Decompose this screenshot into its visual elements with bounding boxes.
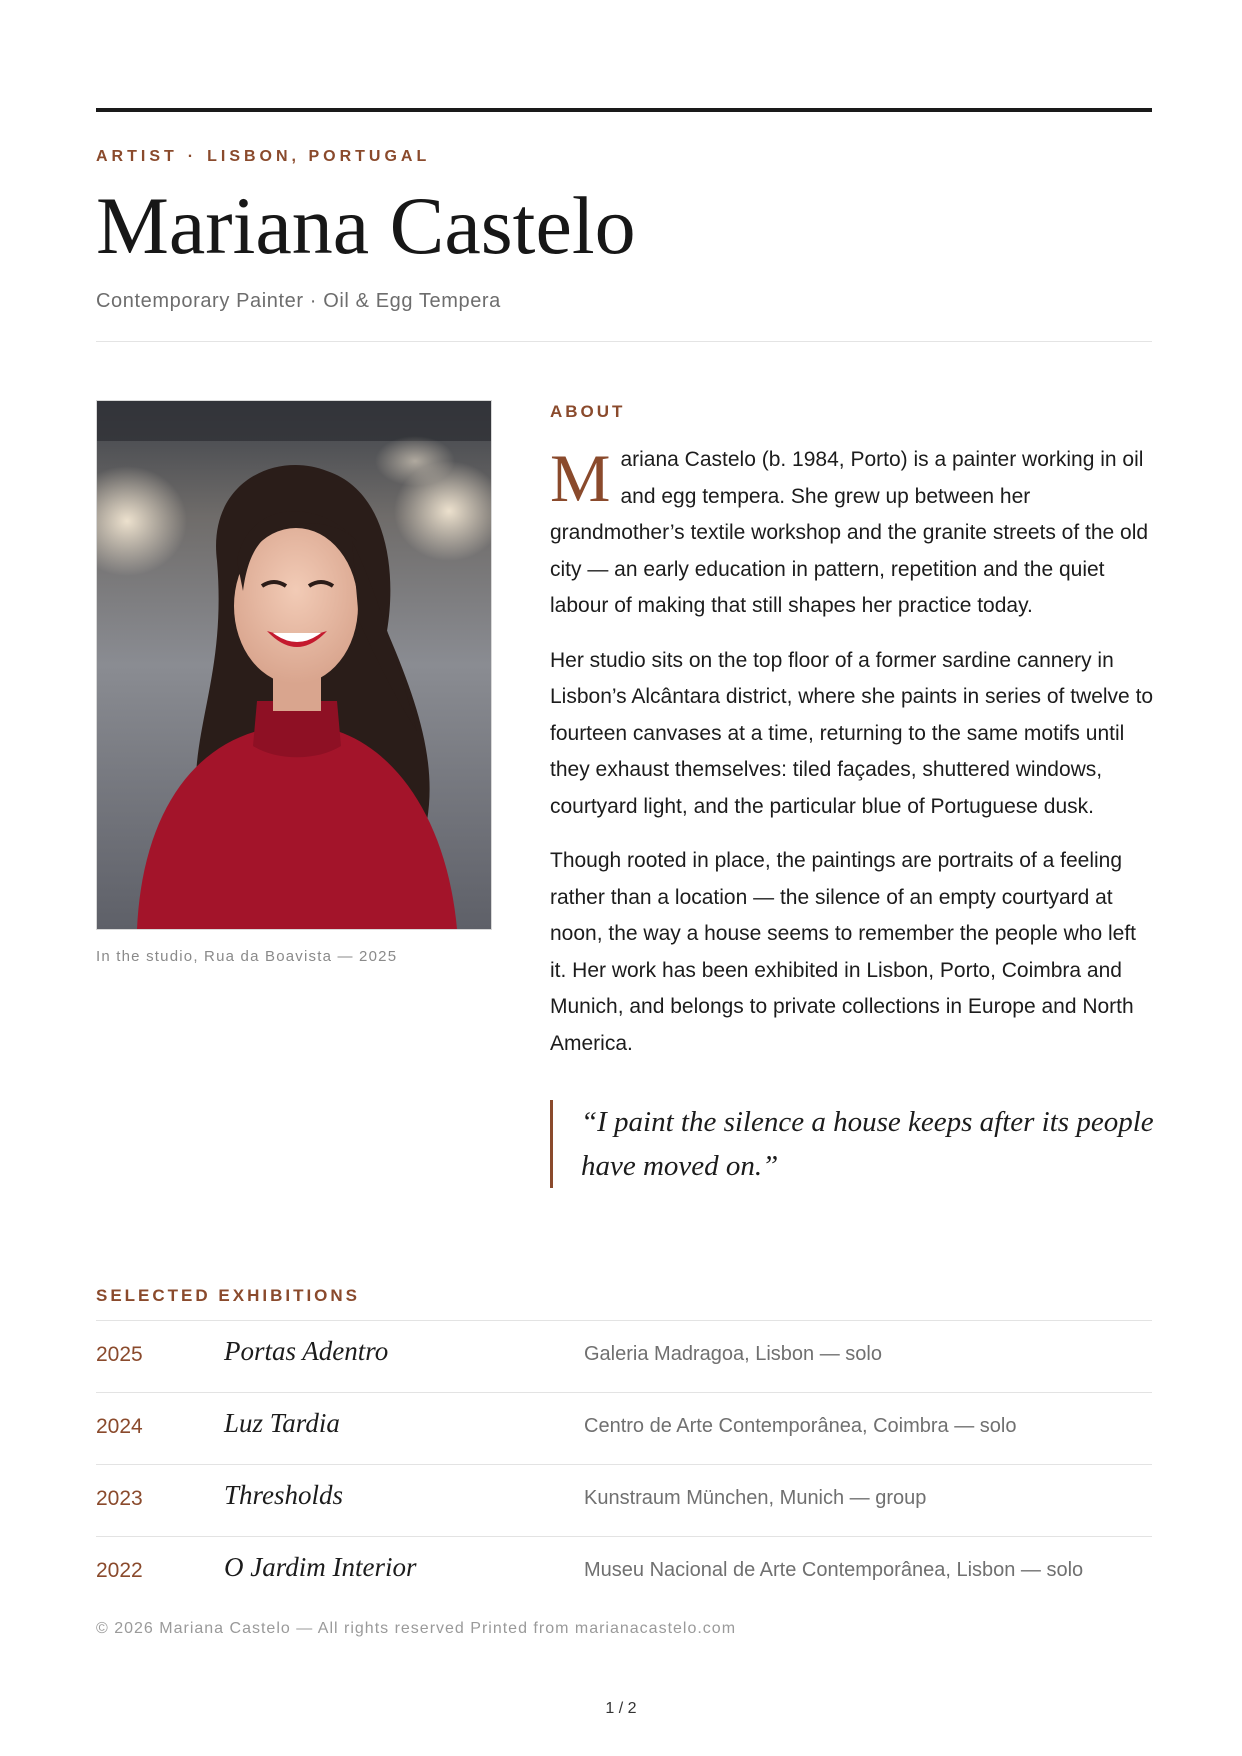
exhibition-year: 2024	[96, 1415, 143, 1438]
exhibitions-section	[96, 1286, 1152, 1608]
page-content	[96, 108, 1152, 1242]
about-heading: ABOUT	[550, 402, 626, 421]
page-number: 1 / 2	[605, 1700, 637, 1717]
exhibition-year: 2023	[96, 1487, 143, 1510]
artist-name: Mariana Castelo	[96, 180, 636, 271]
exhibition-title: O Jardim Interior	[224, 1552, 417, 1582]
header-divider	[96, 341, 1152, 342]
exhibition-title: Thresholds	[224, 1480, 344, 1510]
about-paragraph-3: Though rooted in place, the paintings are portraits of a feeling rather than a location — the silence of an empty courtyard at noon, the way a house seems to remember the people who left it. Her work has been exhibited in Lisbon, Porto, Coimbra and Munich, and belongs to private collections in Europe and North America.	[550, 849, 1137, 1055]
kicker-separator: ·	[187, 148, 198, 165]
table-row	[96, 1393, 1152, 1465]
exhibitions-table	[96, 1320, 1152, 1608]
drop-cap: M	[550, 440, 611, 516]
footer-text: © 2026 Mariana Castelo — All rights reserved Printed from marianacastelo.com	[96, 1620, 737, 1637]
artist-subtitle: Contemporary Painter · Oil & Egg Tempera	[96, 290, 501, 312]
top-rule	[96, 108, 1152, 112]
exhibition-year: 2025	[96, 1343, 143, 1366]
kicker-role: ARTIST	[96, 148, 178, 165]
exhibition-title: Luz Tardia	[224, 1408, 340, 1438]
about-paragraph-2: Her studio sits on the top floor of a former sardine cannery in Lisbon’s Alcântara district, where she paints in series of twelve to fourteen canvases at a time, returning to the same motifs until they exhaust themselves: tiled façades, shuttered windows, courtyard light, and the particular blue of Portuguese dusk.	[550, 648, 1154, 818]
exhibition-venue: Museu Nacional de Arte Contemporânea, Lisbon — solo	[584, 1559, 1084, 1581]
kicker	[96, 148, 1152, 166]
bio-section	[96, 400, 1152, 1242]
exhibition-title: Portas Adentro	[224, 1336, 389, 1366]
exhibition-venue: Galeria Madragoa, Lisbon — solo	[584, 1343, 882, 1365]
pull-quote: “I paint the silence a house keeps after its people have moved on.”	[550, 1100, 1154, 1188]
artist-portrait-photo	[96, 400, 492, 930]
table-row	[96, 1465, 1152, 1537]
table-row	[96, 1321, 1152, 1393]
exhibition-venue: Centro de Arte Contemporânea, Coimbra — solo	[584, 1415, 1017, 1437]
exhibition-year: 2022	[96, 1559, 143, 1582]
table-row	[96, 1537, 1152, 1608]
exhibitions-heading: SELECTED EXHIBITIONS	[96, 1286, 361, 1305]
about-paragraph-1	[550, 442, 1154, 625]
about-paragraph-1-text: ariana Castelo (b. 1984, Porto) is a painter working in oil and egg tempera. She grew up between her grandmother’s textile workshop and the granite streets of the old city — an early education in pattern, repetition and the quiet labour of making that still shapes her practice today.	[550, 448, 1149, 617]
photo-column	[96, 400, 492, 965]
kicker-location: LISBON, PORTUGAL	[207, 148, 431, 165]
exhibition-venue: Kunstraum München, Munich — group	[584, 1487, 927, 1509]
photo-caption: In the studio, Rua da Boavista — 2025	[96, 948, 398, 965]
about-column	[550, 400, 1154, 1188]
